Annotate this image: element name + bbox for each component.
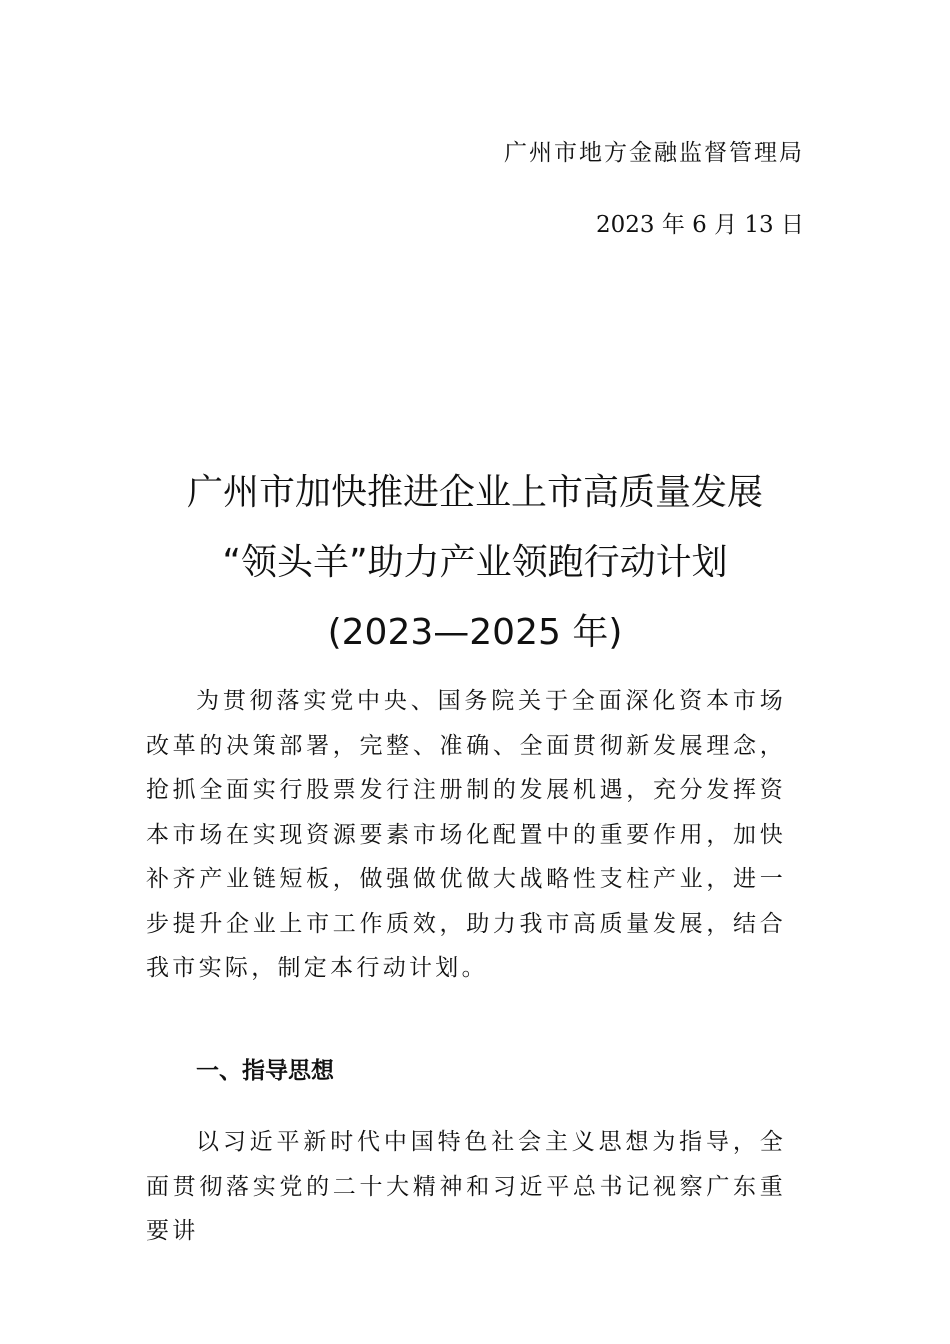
- document-title: [0, 458, 950, 668]
- title-line-3: (2023—2025 年): [327, 612, 623, 653]
- section-paragraph: 以习近平新时代中国特色社会主义思想为指导，全面贯彻落实党的二十大精神和习近平总书记视察广东重要讲: [146, 1129, 786, 1244]
- issuer-signature: 广州市地方金融监督管理局: [504, 140, 804, 166]
- title-line-2: “领头羊”助力产业领跑行动计划: [222, 542, 728, 583]
- issue-date: 2023 年 6 月 13 日: [596, 212, 804, 238]
- section-heading-guiding-ideology: 一、指导思想: [196, 1058, 334, 1084]
- intro-paragraph: 为贯彻落实党中央、国务院关于全面深化资本市场改革的决策部署，完整、准确、全面贯彻新发展理念，抢抓全面实行股票发行注册制的发展机遇，充分发挥资本市场在实现资源要素市场化配置中的重要作用，加快补齐产业链短板，做强做优做大战略性支柱产业，进一步提升企业上市工作质效，助力我市高质量发展，结合我市实际，制定本行动计划。: [146, 688, 786, 981]
- title-line-1: 广州市加快推进企业上市高质量发展: [186, 472, 763, 513]
